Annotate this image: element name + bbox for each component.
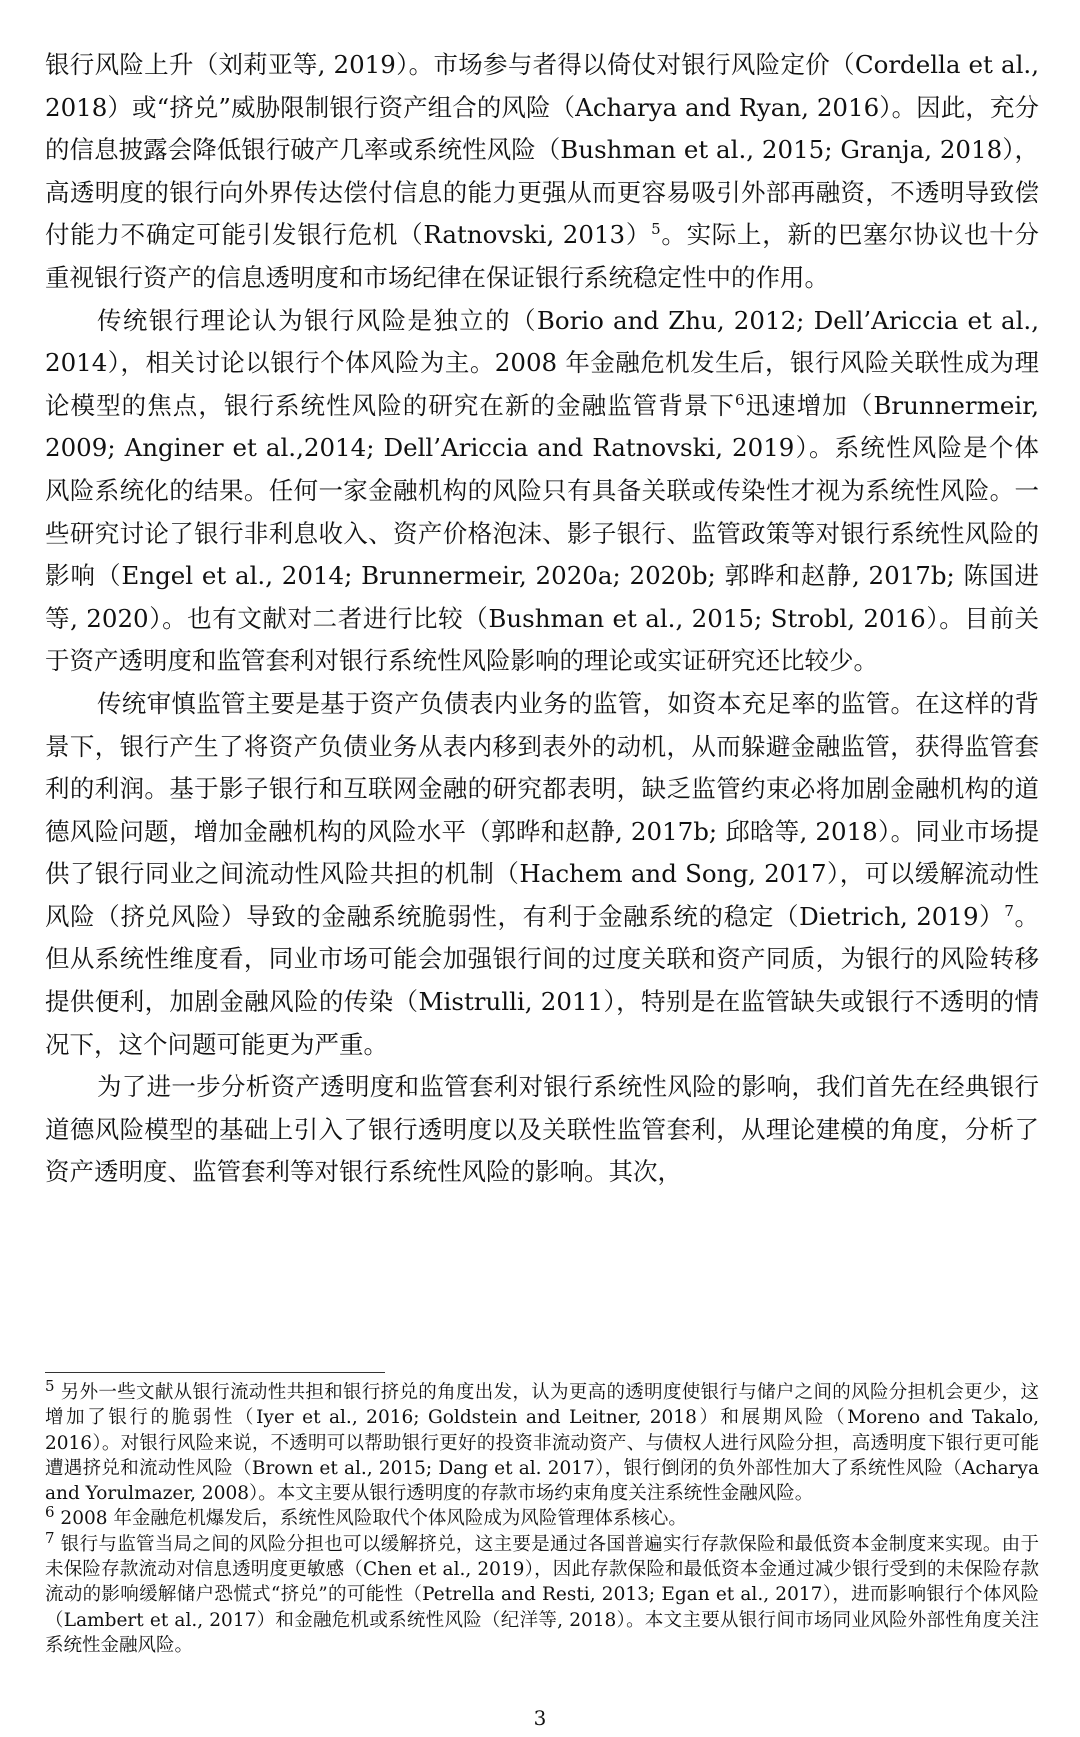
paragraph-text: 银行风险上升（刘莉亚等, 2019）。市场参与者得以倚仗对银行风险定价（Cordella et al., 2018）或“挤兑”威胁限制银行资产组合的风险（Acharya and Ryan, 2016）。因此，充分的信息披露会降低银行破产几率或系统性风险（Bushman et al., 2015; Granja, 2018），高透明度的银行向外界传达偿付信息的能力更强从而更容易吸引外部再融资，不透明导致偿付能力不确定可能引发银行危机（Ratnovski, 2013）: [45, 50, 1039, 250]
paragraph-text: 传统审慎监管主要是基于资产负债表内业务的监管，如资本充足率的监管。在这样的背景下，银行产生了将资产负债业务从表内移到表外的动机，从而躲避金融监管，获得监管套利的利润。基于影子银行和互联网金融的研究都表明，缺乏监管约束必将加剧金融机构的道德风险问题，增加金融机构的风险水平（郭晔和赵静, 2017b; 邱晗等, 2018）。同业市场提供了银行同业之间流动性风险共担的机制（Hachem and Song, 2017），可以缓解流动性风险（挤兑风险）导致的金融系统脆弱性，有利于金融系统的稳定（Dietrich, 2019）: [45, 688, 1039, 931]
footnote-7: [45, 1528, 1039, 1658]
paragraph-text: 。实际上，新的巴塞尔协议也十分重视银行资产的信息透明度和市场纪律在保证银行系统稳定性中的作用。: [45, 220, 1040, 292]
footnote-marker: 7: [45, 1528, 55, 1547]
footnotes: [45, 1376, 1039, 1658]
footnote-ref-7: 7: [1004, 901, 1014, 920]
footnote-ref-5: 5: [651, 220, 661, 239]
footnote-marker: 6: [45, 1503, 55, 1522]
body-text: [45, 44, 1039, 1194]
paragraph-text: 迅速增加（Brunnermeir, 2009; Anginer et al.,2014; Dell’Ariccia and Ratnovski, 2019）。系统性风险是个体风险系统化的结果。任何一家金融机构的风险只有具备关联或传染性才视为系统性风险。一些研究讨论了银行非利息收入、资产价格泡沫、影子银行、监管政策等对银行系统性风险的影响（Engel et al., 2014; Brunnermeir, 2020a; 2020b; 郭晔和赵静, 2017b; 陈国进等, 2020）。也有文献对二者进行比较（Bushman et al., 2015; Strobl, 2016）。目前关于资产透明度和监管套利对银行系统性风险影响的理论或实证研究还比较少。: [45, 390, 1039, 676]
footnote-ref-6: 6: [734, 390, 745, 409]
footnote-6: [45, 1503, 1039, 1531]
paragraph: [45, 1066, 1039, 1194]
paragraph: [45, 683, 1039, 1066]
paragraph-text: 。但从系统性维度看，同业市场可能会加强银行间的过度关联和资产同质，为银行的风险转移提供便利，加剧金融风险的传染（Mistrulli, 2011），特别是在监管缺失或银行不透明的情况下，这个问题可能更为严重。: [45, 901, 1040, 1059]
paragraph: [45, 300, 1039, 683]
footnote-5: [45, 1376, 1039, 1506]
paragraph: [45, 44, 1039, 300]
footnote-marker: 5: [45, 1376, 55, 1395]
paragraph-text: 为了进一步分析资产透明度和监管套利对银行系统性风险的影响，我们首先在经典银行道德风险模型的基础上引入了银行透明度以及关联性监管套利，从理论建模的角度，分析了资产透明度、监管套利等对银行系统性风险的影响。其次，: [45, 1072, 1039, 1187]
footnote-text: 另外一些文献从银行流动性共担和银行挤兑的角度出发，认为更高的透明度使银行与储户之间的风险分担机会更少，这增加了银行的脆弱性（Iyer et al., 2016; Goldstein and Leitner, 2018）和展期风险（Moreno and Takalo, 2016）。对银行风险来说，不透明可以帮助银行更好的投资非流动资产、与债权人进行风险分担，高透明度下银行更可能遭遇挤兑和流动性风险（Brown et al., 2015; Dang et al. 2017），银行倒闭的负外部性加大了系统性风险（Acharya and Yorulmazer, 2008）。本文主要从银行透明度的存款市场约束角度关注系统性金融风险。: [45, 1382, 1039, 1505]
footnote-text: 银行与监管当局之间的风险分担也可以缓解挤兑，这主要是通过各国普遍实行存款保险和最低资本金制度来实现。由于未保险存款流动对信息透明度更敏感（Chen et al., 2019），因此存款保险和最低资本金通过减少银行受到的未保险存款流动的影响缓解储户恐慌式“挤兑”的可能性（Petrella and Resti, 2013; Egan et al., 2017），进而影响银行个体风险（Lambert et al., 2017）和金融危机或系统性风险（纪洋等, 2018）。本文主要从银行间市场同业风险外部性角度关注系统性金融风险。: [45, 1533, 1039, 1656]
paragraph-text: 传统银行理论认为银行风险是独立的（Borio and Zhu, 2012; Dell’Ariccia et al., 2014），相关讨论以银行个体风险为主。2008 年金融危机发生后，银行风险关联性成为理论模型的焦点，银行系统性风险的研究在新的金融监管背景下: [45, 305, 1039, 420]
footnote-text: 2008 年金融危机爆发后，系统性风险取代个体风险成为风险管理体系核心。: [54, 1508, 687, 1530]
page-number: 3: [533, 1706, 547, 1730]
footnote-divider: [45, 1372, 385, 1373]
